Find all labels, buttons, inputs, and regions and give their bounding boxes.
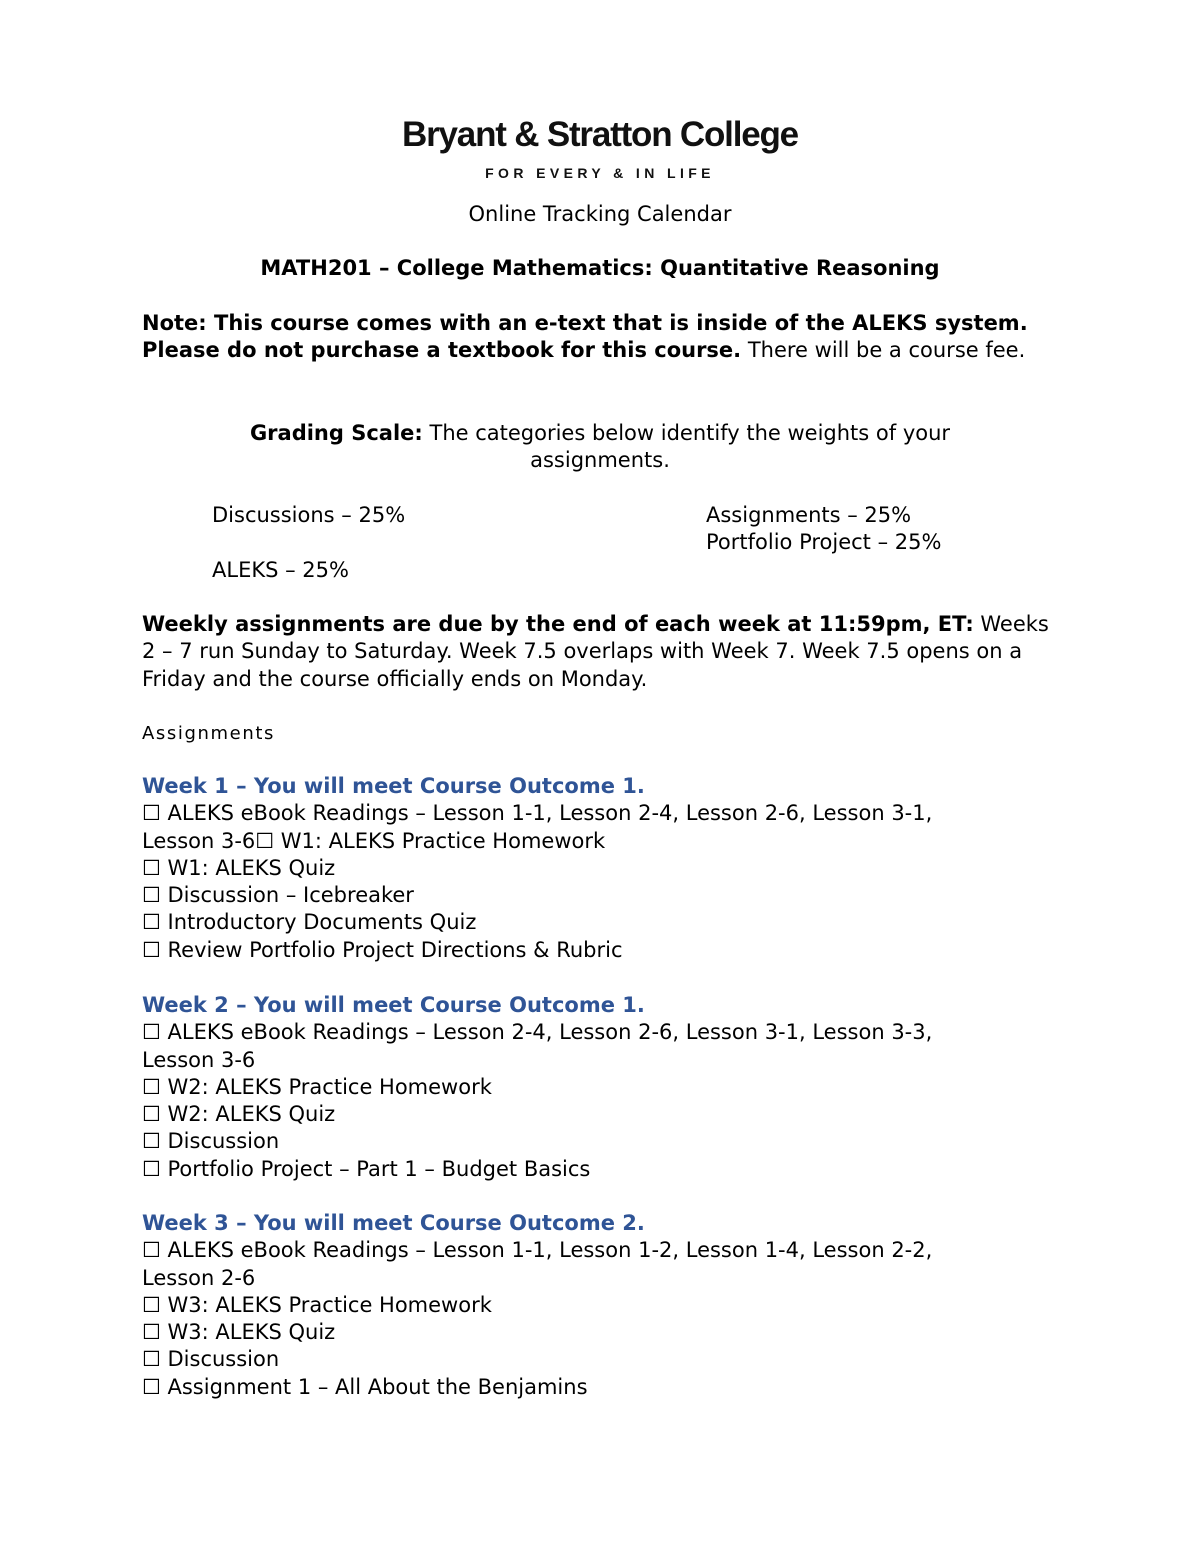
grade-item-aleks: ALEKS – 25% bbox=[212, 557, 349, 582]
week-1-section bbox=[142, 773, 1058, 964]
checklist-item[interactable]: Lesson 3-6☐ W1: ALEKS Practice Homework bbox=[142, 828, 606, 853]
checklist-item[interactable]: ☐ ALEKS eBook Readings – Lesson 1-1, Lesson 2-4, Lesson 2-6, Lesson 3-1, bbox=[142, 801, 933, 826]
checklist-item[interactable]: ☐ ALEKS eBook Readings – Lesson 2-4, Lesson 2-6, Lesson 3-1, Lesson 3-3, bbox=[142, 1020, 933, 1045]
week-3-heading: Week 3 – You will meet Course Outcome 2. bbox=[142, 1211, 645, 1235]
grade-item-discussions: Discussions – 25% bbox=[212, 503, 406, 527]
grading-left-column bbox=[212, 502, 405, 584]
checklist-item[interactable]: ☐ W2: ALEKS Practice Homework bbox=[142, 1074, 492, 1099]
checklist-item[interactable]: ☐ W3: ALEKS Practice Homework bbox=[142, 1292, 492, 1317]
checklist-item[interactable]: ☐ W1: ALEKS Quiz bbox=[142, 855, 336, 880]
logo-tagline: FOR EVERY & IN LIFE bbox=[485, 165, 715, 181]
checklist-item[interactable]: ☐ ALEKS eBook Readings – Lesson 1-1, Lesson 1-2, Lesson 1-4, Lesson 2-2, bbox=[142, 1238, 933, 1263]
checklist-item[interactable]: ☐ Discussion bbox=[142, 1347, 280, 1372]
week-3-section bbox=[142, 1210, 1058, 1401]
grade-spacer bbox=[212, 529, 405, 556]
checklist-item[interactable]: ☐ Assignment 1 – All About the Benjamins bbox=[142, 1374, 588, 1399]
deadline-normal-text: Weeks 2 – 7 run Sunday to Saturday. Week 7.5 overlaps with Week 7. Week 7.5 opens on a Friday and the course officially ends on Monday. bbox=[142, 612, 1049, 691]
logo-name: Bryant & Stratton College bbox=[402, 115, 798, 154]
checklist-item[interactable]: ☐ W3: ALEKS Quiz bbox=[142, 1320, 336, 1345]
grading-label: Grading Scale: bbox=[249, 421, 423, 445]
college-logo bbox=[142, 112, 1058, 184]
checklist-item[interactable]: ☐ Discussion bbox=[142, 1129, 280, 1154]
note-normal-text: There will be a course fee. bbox=[741, 338, 1026, 363]
checklist-item[interactable]: ☐ Discussion – Icebreaker bbox=[142, 883, 414, 908]
grading-right-column bbox=[706, 502, 941, 557]
week-1-heading: Week 1 – You will meet Course Outcome 1. bbox=[142, 774, 645, 798]
document-title: Online Tracking Calendar bbox=[468, 202, 732, 226]
grade-item-assignments: Assignments – 25% bbox=[706, 503, 912, 527]
checklist-item[interactable]: ☐ W2: ALEKS Quiz bbox=[142, 1102, 336, 1127]
deadline-bold-text: Weekly assignments are due by the end of each week at 11:59pm, ET: bbox=[142, 612, 974, 636]
deadline-note bbox=[142, 611, 1058, 693]
assignments-heading: Assignments bbox=[142, 723, 275, 744]
checklist-item[interactable]: ☐ Portfolio Project – Part 1 – Budget Basics bbox=[142, 1156, 591, 1181]
course-title: MATH201 – College Mathematics: Quantitative Reasoning bbox=[260, 256, 940, 280]
grade-item-portfolio: Portfolio Project – 25% bbox=[706, 530, 942, 555]
checklist-item-continuation: Lesson 2-6 bbox=[142, 1265, 256, 1290]
week-2-section bbox=[142, 992, 1058, 1183]
textbook-note bbox=[142, 310, 1058, 365]
week-2-heading: Week 2 – You will meet Course Outcome 1. bbox=[142, 993, 645, 1017]
grading-scale-intro bbox=[200, 420, 1000, 475]
checklist-item-continuation: Lesson 3-6 bbox=[142, 1047, 256, 1072]
grading-text: The categories below identify the weights of your assignments. bbox=[422, 421, 951, 473]
checklist-item[interactable]: ☐ Introductory Documents Quiz bbox=[142, 910, 477, 935]
note-bold-text: Note: This course comes with an e-text that is inside of the ALEKS system. Please do not purchase a textbook for this course. bbox=[142, 311, 1028, 363]
checklist-item[interactable]: ☐ Review Portfolio Project Directions & Rubric bbox=[142, 937, 623, 962]
